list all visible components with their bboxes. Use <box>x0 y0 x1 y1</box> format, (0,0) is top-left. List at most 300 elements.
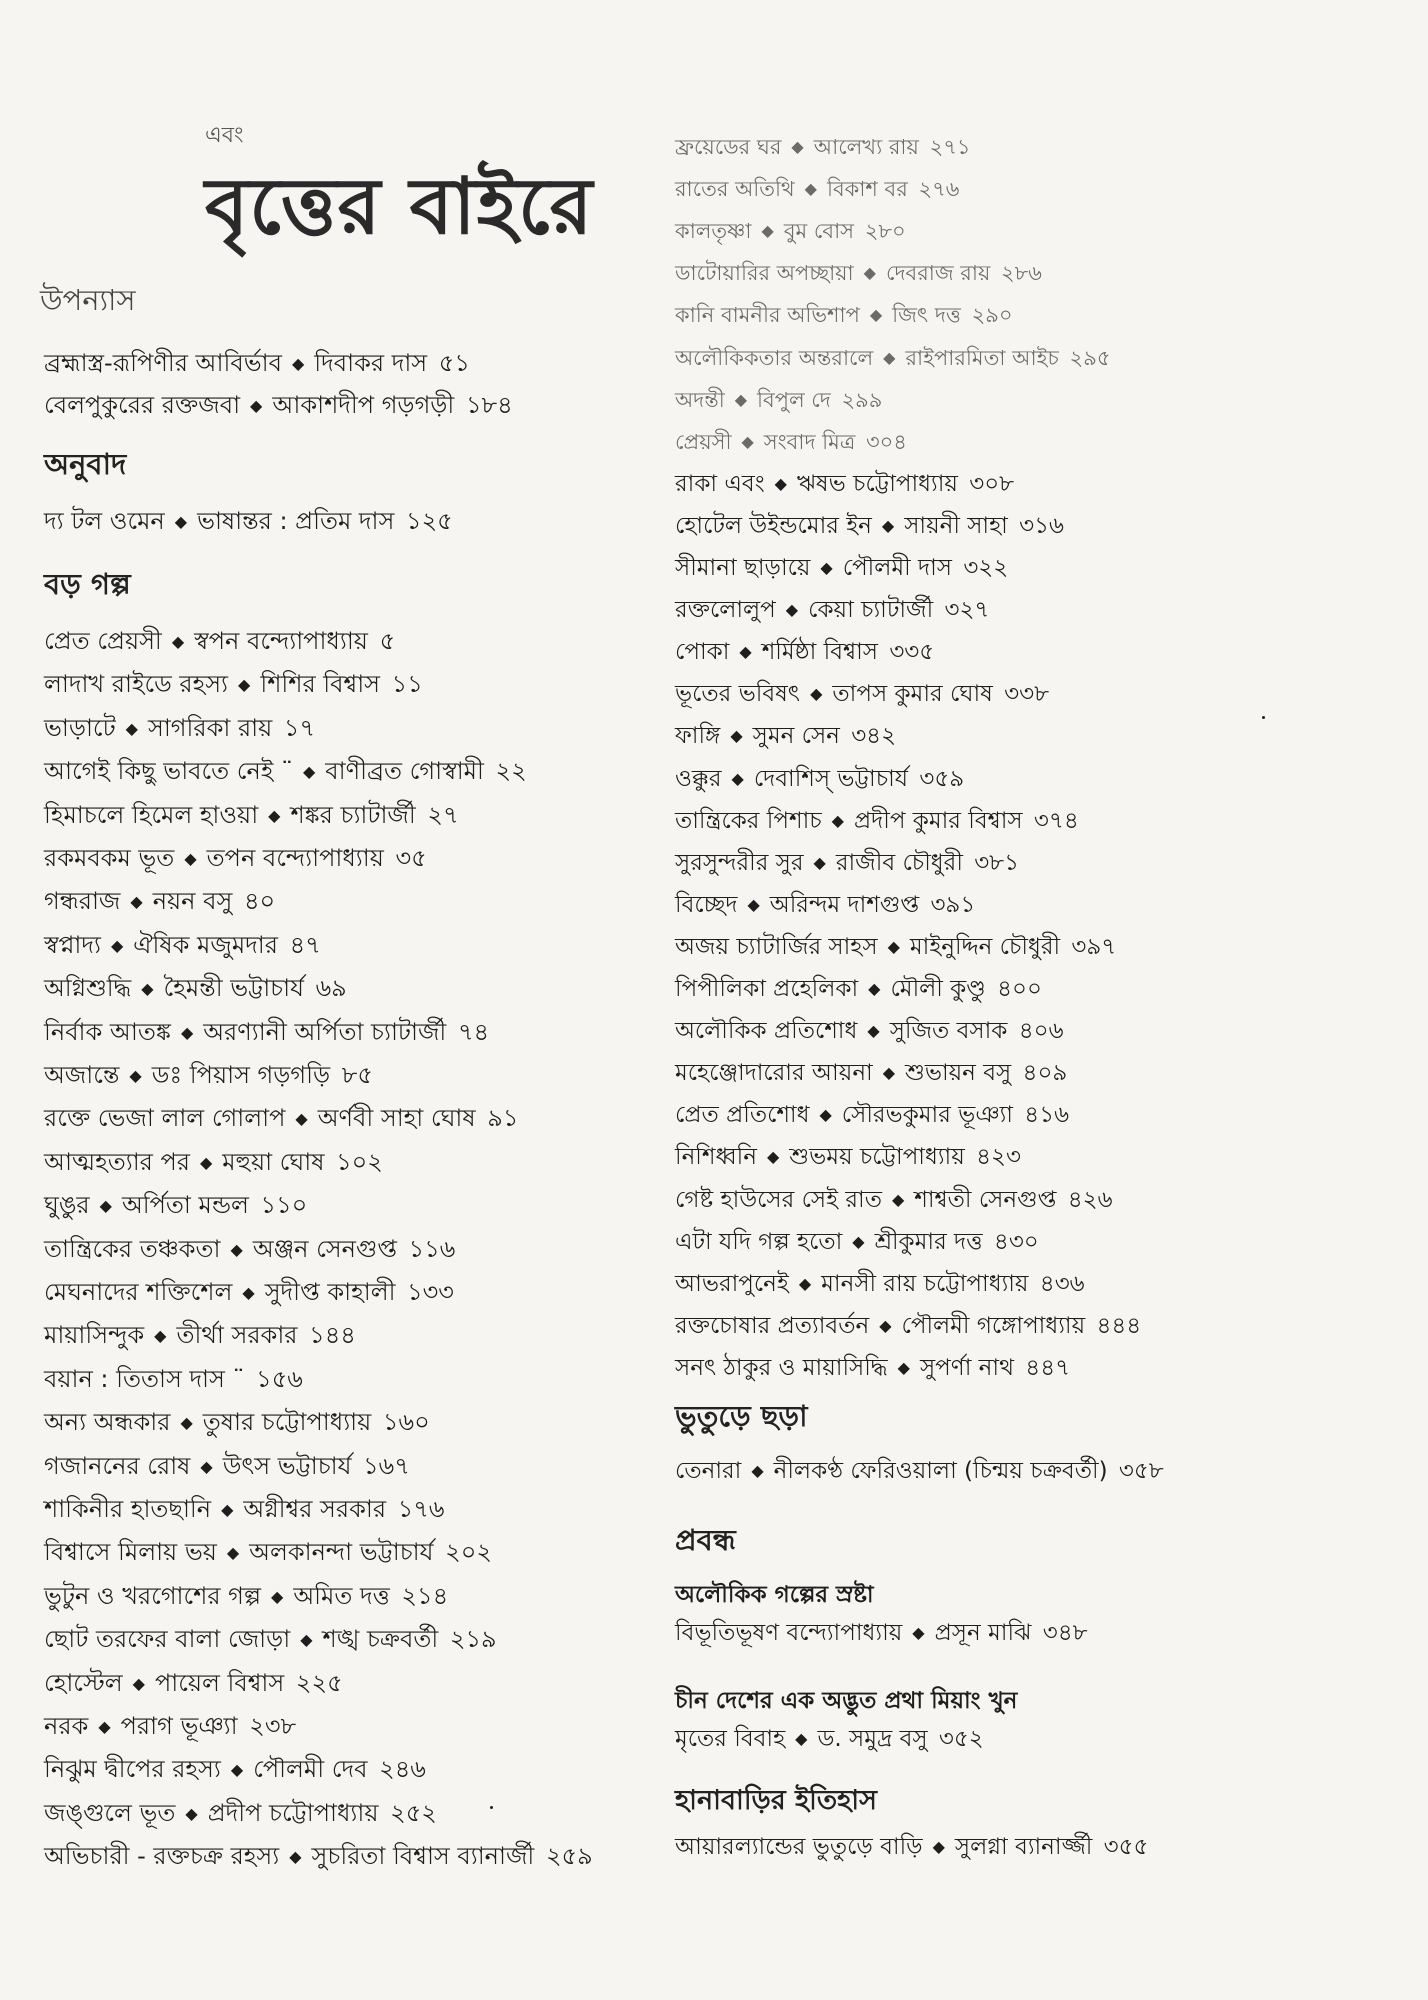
diamond-icon: ◆ <box>810 684 823 704</box>
heading-chhora: ভুতুড়ে ছড়া <box>675 1399 808 1433</box>
diamond-icon: ◆ <box>795 1729 808 1748</box>
entry-page: ৩৫ <box>395 844 427 872</box>
list-item <box>44 1624 497 1655</box>
entry-page: ২২ <box>495 757 527 786</box>
entry-page: ৩৩৮ <box>1004 681 1049 708</box>
diamond-icon: ◆ <box>868 979 881 998</box>
entry-title: আয়ারল্যান্ডের ভুতুড়ে বাড়ি <box>675 1834 923 1860</box>
diamond-icon: ◆ <box>734 389 748 409</box>
entry-title: গন্ধরাজ <box>44 887 121 916</box>
entry-author: মৌলী কুণ্ডু <box>890 976 986 1002</box>
entry-title: ঘুঙুর <box>44 1191 90 1220</box>
list-item <box>44 1711 296 1742</box>
list-item <box>675 300 1013 330</box>
diamond-icon: ◆ <box>852 1231 865 1251</box>
entry-author: অলকানন্দা ভট্টাচার্য <box>249 1538 434 1567</box>
entry-page: ১০২ <box>336 1147 383 1176</box>
entry-title: কানি বামনীর অভিশাপ <box>675 303 860 328</box>
entry-title: বেলপুকুরের রক্তজবা <box>44 391 241 419</box>
entry-author: শিশির বিশ্বাস <box>260 670 381 699</box>
diamond-icon: ◆ <box>99 1196 112 1216</box>
list-item <box>44 348 470 379</box>
entry-title: নিশিধ্বনি <box>675 1144 757 1171</box>
entry-page: ১৮৪ <box>465 391 513 419</box>
entry-author: ঐষিক মজুমদার <box>133 930 278 959</box>
list-item <box>675 1227 1039 1257</box>
list-item <box>44 1754 426 1785</box>
diamond-icon: ◆ <box>882 1063 896 1083</box>
entry-title: ডাটোয়ারির অপচ্ছায়া <box>675 261 854 286</box>
list-item <box>44 1668 343 1699</box>
entry-page: ১৩৩ <box>407 1278 454 1306</box>
diamond-icon: ◆ <box>230 1760 244 1780</box>
diamond-icon: ◆ <box>180 1022 194 1042</box>
entry-title: ছোট তরফের বালা জোড়া <box>44 1625 291 1654</box>
entry-author: অর্ণবী সাহা ঘোষ <box>317 1104 476 1133</box>
diamond-icon: ◆ <box>897 1357 910 1377</box>
diamond-icon: ◆ <box>129 1066 142 1085</box>
list-item <box>675 1142 1021 1172</box>
diamond-icon: ◆ <box>731 768 744 788</box>
entry-author: আকাশদীপ গড়গড়ী <box>272 391 455 419</box>
diamond-icon: ◆ <box>912 1623 925 1642</box>
list-item <box>44 1798 437 1829</box>
entry-author: ঋষভ চট্টোপাধ্যায় <box>796 470 958 497</box>
entry-title: হোটেল উইন্ডমোর ইন <box>675 512 872 539</box>
list-item <box>44 626 395 657</box>
entry-page: ২৫২ <box>390 1798 437 1827</box>
entry-title: রক্তচোষার প্রত্যাবর্তন <box>675 1312 870 1339</box>
list-item <box>675 806 1079 836</box>
entry-title: ফাঙ্গি <box>675 723 721 750</box>
entry-title: কালতৃষ্ণা <box>675 219 752 244</box>
essay-headline: হানাবাড়ির ইতিহাস <box>675 1785 877 1816</box>
list-item <box>675 890 975 920</box>
entry-title: ব্রহ্মাস্ত্র-রূপিণীর আবির্ভাব <box>44 349 282 377</box>
entry-author: দেবাশিস্ ভট্টাচার্য <box>753 765 909 792</box>
entry-author: মহুয়া ঘোষ <box>222 1147 325 1176</box>
speck <box>1262 716 1265 719</box>
entry-page: ১৬৭ <box>363 1451 410 1480</box>
heading-anubad: অনুবাদ <box>44 447 127 481</box>
list-item <box>44 1060 373 1091</box>
entry-page: ৫ <box>379 627 396 655</box>
entry-page: ৩৯১ <box>930 891 976 918</box>
entry-page: ৩৫৫ <box>1103 1834 1149 1860</box>
diamond-icon: ◆ <box>879 1315 892 1335</box>
entry-page: ৩৮১ <box>974 849 1020 876</box>
list-item <box>675 679 1049 709</box>
diamond-icon: ◆ <box>887 936 900 956</box>
entry-title: অগ্নিশুদ্ধি <box>44 974 132 1003</box>
diamond-icon: ◆ <box>98 1717 111 1736</box>
diamond-icon: ◆ <box>221 1500 234 1519</box>
list-item <box>675 343 1110 373</box>
speck <box>490 1806 493 1809</box>
list-item <box>675 385 882 415</box>
entry-title: অভিচারী - রক্তচক্র রহস্য <box>44 1842 280 1871</box>
entry-author: বিকাশ বর <box>826 177 908 202</box>
list-item <box>675 553 1008 583</box>
entry-author: রাজীব চৌধুরী <box>835 849 963 876</box>
diamond-icon: ◆ <box>289 1847 302 1867</box>
diamond-icon: ◆ <box>739 642 752 662</box>
entry-title: অলৌকিকতার অন্তরালে <box>675 345 874 370</box>
entry-page: ৪১৬ <box>1024 1102 1070 1129</box>
diamond-icon: ◆ <box>242 1283 255 1302</box>
diamond-icon: ◆ <box>881 515 895 535</box>
diamond-icon: ◆ <box>130 892 143 912</box>
entry-title: ফ্রয়েডের ঘর <box>675 135 782 159</box>
entry-page: ৪৭ <box>289 930 321 959</box>
entry-author: কেয়া চ্যাটার্জী <box>808 597 934 624</box>
diamond-icon: ◆ <box>751 1461 764 1480</box>
entry-author: তাপস কুমার ঘোষ <box>832 681 993 708</box>
entry-title: অদন্তী <box>675 387 725 412</box>
entry-title: বিভূতিভূষণ বন্দ্যোপাধ্যায় <box>675 1620 903 1646</box>
list-item <box>675 174 959 204</box>
list-item <box>44 843 427 874</box>
entry-page: ১৫৬ <box>256 1364 303 1393</box>
list-item <box>44 1190 307 1221</box>
diamond-icon: ◆ <box>891 1189 905 1209</box>
list-item <box>675 1456 1164 1486</box>
entry-title: মৃতের বিবাহ <box>675 1726 786 1752</box>
diamond-icon: ◆ <box>863 263 876 283</box>
list-item <box>675 216 906 246</box>
list-item <box>44 1537 492 1568</box>
entry-page: ৪০৯ <box>1022 1060 1068 1087</box>
diamond-icon: ◆ <box>813 852 826 872</box>
heading-upanyas: উপন্যাস <box>40 283 136 317</box>
entry-page: ৩২৭ <box>944 597 990 624</box>
entry-page: ২১৯ <box>449 1625 497 1654</box>
entry-title: রক্তলোলুপ <box>675 597 776 624</box>
diamond-icon: ◆ <box>125 718 138 738</box>
diamond-icon: ◆ <box>932 1837 945 1856</box>
entry-page: ২৯০ <box>971 303 1013 328</box>
entry-author: সায়নী সাহা <box>904 512 1008 539</box>
entry-author: সৌরভকুমার ভূঞ্যা <box>841 1102 1013 1129</box>
entry-title: প্রেয়সী <box>675 429 732 454</box>
diamond-icon: ◆ <box>831 810 844 830</box>
entry-page: ৩০৮ <box>969 470 1015 497</box>
entry-author: তপন বন্দ্যোপাধ্যায় <box>206 844 384 872</box>
entry-author: শঙ্কর চ্যাটার্জী <box>290 800 416 829</box>
entry-title: সনৎ ঠাকুর ও মায়াসিদ্ধি <box>675 1354 888 1381</box>
entry-title: নরক <box>44 1712 89 1740</box>
entry-author: স্বপন বন্দ্যোপাধ্যায় <box>194 627 368 655</box>
entry-page: ২৯৫ <box>1069 345 1111 370</box>
entry-author: উৎস ভট্টাচার্য <box>222 1451 352 1480</box>
entry-title: তান্ত্রিকের তঞ্চকতা <box>44 1234 221 1263</box>
list-item <box>675 132 971 162</box>
diamond-icon: ◆ <box>785 600 799 620</box>
entry-author: বুম বোস <box>783 219 855 244</box>
list-item <box>675 1311 1141 1341</box>
diamond-icon: ◆ <box>174 512 188 531</box>
diamond-icon: ◆ <box>819 1105 832 1125</box>
entry-title: আত্মহত্যার পর <box>44 1147 190 1176</box>
list-item <box>44 390 513 421</box>
entry-title: রকমবকম ভূত <box>44 844 175 872</box>
entry-author: বাণীব্রত গোস্বামী <box>325 757 484 786</box>
entry-author: হৈমন্তী ভট্টাচার্য <box>163 974 304 1003</box>
diamond-icon: ◆ <box>132 1673 145 1693</box>
entry-title: মহেঞ্জোদারোর আয়না <box>675 1060 873 1087</box>
entry-title: এটা যদি গল্প হতো <box>675 1228 843 1255</box>
entry-title: লাদাখ রাইডে রহস্য <box>44 670 229 699</box>
entry-title: রাকা এবং <box>675 470 765 497</box>
entry-author: মানসী রায় চট্টোপাধ্যায় <box>821 1270 1029 1297</box>
diamond-icon: ◆ <box>791 137 804 156</box>
list-item <box>675 932 1116 962</box>
entry-author: অমিত দত্ত <box>293 1581 390 1610</box>
entry-title: প্রেত প্রেয়সী <box>44 627 162 655</box>
entry-author: পৌলমী দাস <box>842 555 953 581</box>
diamond-icon: ◆ <box>141 979 154 999</box>
list-item <box>44 1407 430 1438</box>
entry-title: প্রেত প্রতিশোধ <box>675 1102 810 1129</box>
list-item <box>675 469 1014 499</box>
entry-title: তান্ত্রিকের পিশাচ <box>675 807 822 834</box>
list-item <box>44 1017 489 1048</box>
list-item <box>44 669 423 700</box>
entry-title: জঙ্গুলে ভূত <box>44 1798 176 1827</box>
entry-page: ২১৪ <box>401 1581 449 1610</box>
entry-page: ২৩৮ <box>249 1712 297 1740</box>
list-item <box>44 973 347 1004</box>
list-item <box>44 800 459 831</box>
entry-page: ২০২ <box>445 1538 492 1567</box>
entry-title: হিমাচলে হিমেল হাওয়া <box>44 800 259 829</box>
entry-page: ১৪৪ <box>309 1321 356 1350</box>
entry-author: মাইনুদ্দিন চৌধুরী <box>909 933 1061 960</box>
entry-author: প্রদীপ কুমার বিশ্বাস <box>853 807 1023 834</box>
diamond-icon: ◆ <box>804 179 817 199</box>
entry-page: ৩৫৮ <box>1118 1458 1164 1484</box>
entry-page: ৪২৬ <box>1067 1186 1113 1213</box>
entry-page: ৪৩৬ <box>1039 1270 1085 1297</box>
entry-page: ৮৫ <box>341 1061 373 1089</box>
entry-title: নির্বাক আতঙ্ক <box>44 1017 171 1046</box>
list-item <box>44 1494 444 1525</box>
entry-page: ৩১৬ <box>1019 512 1065 539</box>
entry-title: বিশ্বাসে মিলায় ভয় <box>44 1538 217 1567</box>
list-item <box>44 1841 593 1872</box>
entry-title: অন্য অন্ধকার <box>44 1408 171 1437</box>
entry-title: ভাড়াটে <box>44 713 116 742</box>
diamond-icon: ◆ <box>184 849 197 868</box>
entry-page: ৪০০ <box>997 976 1042 1002</box>
entry-author: তুষার চট্টোপাধ্যায় <box>202 1408 372 1437</box>
list-item <box>675 721 896 751</box>
entry-author: অঞ্জন সেনগুপ্ত <box>252 1234 397 1263</box>
diamond-icon: ◆ <box>171 632 185 651</box>
entry-author: বিপুল দে <box>757 387 831 412</box>
entry-page: ২৭৬ <box>918 177 960 202</box>
list-item <box>675 1016 1064 1046</box>
entry-page: ৩৯৭ <box>1071 933 1117 960</box>
diamond-icon: ◆ <box>747 894 760 914</box>
entry-page: ৪২৩ <box>976 1144 1021 1171</box>
masthead <box>205 118 625 268</box>
entry-author: সুচরিতা বিশ্বাস ব্যানার্জী <box>311 1842 535 1871</box>
diamond-icon: ◆ <box>185 1803 198 1823</box>
entry-author: নয়ন বসু <box>152 887 233 916</box>
entry-title: রাতের অতিথি <box>675 177 795 202</box>
entry-author: অগ্নীশ্বর সরকার <box>243 1495 387 1523</box>
diamond-icon: ◆ <box>154 1326 167 1346</box>
entry-title: ভূতের ভবিষৎ <box>675 681 801 708</box>
entry-author: ড. সমুদ্র বসু <box>817 1726 928 1752</box>
entry-page: ৩৪৮ <box>1042 1620 1088 1646</box>
entry-author: তীর্থা সরকার <box>176 1321 298 1350</box>
entry-page: ১১০ <box>260 1191 308 1220</box>
entry-author: ভাষান্তর : প্রতিম দাস <box>197 507 395 535</box>
entry-author: শর্মিষ্ঠা বিশ্বাস <box>761 639 878 666</box>
entry-author: অরিন্দম দাশগুপ্ত <box>769 891 920 918</box>
entry-author: জিৎ দত্ত <box>892 303 961 328</box>
entry-page: ১৬০ <box>382 1408 430 1437</box>
entry-page: ৩৩৫ <box>889 639 935 666</box>
list-item <box>44 1320 356 1351</box>
list-item <box>675 637 934 667</box>
diamond-icon: ◆ <box>820 558 833 577</box>
entry-title: শাকিনীর হাতছানি <box>44 1495 212 1523</box>
entry-title: সুরসুন্দরীর সুর <box>675 849 804 876</box>
list-item <box>44 1277 454 1308</box>
entry-author: অরণ্যানী অর্পিতা চ্যাটার্জী <box>203 1017 447 1046</box>
diamond-icon: ◆ <box>302 762 316 782</box>
masthead-pre: এবং <box>205 123 244 148</box>
diamond-icon: ◆ <box>250 396 263 415</box>
entry-page: ২২৫ <box>295 1668 343 1697</box>
entry-page: ৩০৪ <box>865 429 907 454</box>
list-item <box>44 713 315 744</box>
entry-author: শাশ্বতী সেনগুপ্ত <box>914 1186 1057 1213</box>
diamond-icon: ◆ <box>730 726 743 746</box>
diamond-icon: ◆ <box>295 1109 308 1129</box>
entry-author: শ্রীকুমার দত্ত <box>874 1228 983 1255</box>
list-item <box>675 1724 984 1754</box>
entry-author: দিবাকর দাস <box>314 349 428 377</box>
diamond-icon: ◆ <box>300 1630 313 1650</box>
entry-page: ৪০ <box>243 887 276 916</box>
entry-title: দ্য টল ওমেন <box>44 507 165 535</box>
entry-page: ২৭১ <box>929 135 971 159</box>
entry-title: রক্তে ভেজা লাল গোলাপ <box>44 1104 286 1133</box>
entry-title: পোকা <box>675 639 730 666</box>
entry-title: পিপীলিকা প্রহেলিকা <box>675 976 859 1002</box>
entry-page: ৯১ <box>487 1104 519 1133</box>
entry-author: সাগরিকা রায় <box>147 713 273 742</box>
entry-page: ৭৪ <box>457 1017 490 1046</box>
diamond-icon: ◆ <box>741 431 754 451</box>
entry-author: অর্পিতা মন্ডল <box>121 1191 249 1220</box>
entry-title: বিচ্ছেদ <box>675 891 738 918</box>
entry-page: ২৫৯ <box>545 1842 593 1871</box>
essay-headline: চীন দেশের এক অদ্ভুত প্রথা মিয়াং খুন <box>675 1688 1018 1714</box>
list-item <box>675 1100 1069 1130</box>
entry-page: ৩২২ <box>963 555 1009 581</box>
list-item <box>44 930 321 961</box>
list-item <box>44 1451 410 1482</box>
entry-author: সুজিত বসাক <box>889 1018 1008 1045</box>
heading-probondho: প্রবন্ধ <box>675 1523 736 1557</box>
entry-title: আগেই কিছু ভাবতে নেই ¨ <box>44 757 293 786</box>
diamond-icon: ◆ <box>238 675 251 695</box>
entry-page: ৩৭৪ <box>1033 807 1079 834</box>
entry-author: সুদীপ্ত কাহালী <box>264 1278 396 1306</box>
essay-headline: অলৌকিক গল্পের স্রষ্টা <box>675 1582 874 1608</box>
diamond-icon: ◆ <box>798 1273 812 1293</box>
diamond-icon: ◆ <box>766 1147 780 1167</box>
entry-author: রাইপারমিতা আইচ <box>905 345 1059 370</box>
entry-page: ৪০৬ <box>1018 1018 1064 1045</box>
diamond-icon: ◆ <box>271 1586 284 1606</box>
entry-author: প্রদীপ চট্টোপাধ্যায় <box>207 1798 379 1827</box>
list-item <box>44 886 275 917</box>
diamond-icon: ◆ <box>867 1021 880 1041</box>
entry-title: অজান্তে <box>44 1061 120 1089</box>
diamond-icon: ◆ <box>230 1239 243 1259</box>
entry-author: পৌলমী গঙ্গোপাধ্যায় <box>901 1312 1086 1339</box>
diamond-icon: ◆ <box>268 805 281 825</box>
diamond-icon: ◆ <box>226 1543 240 1563</box>
masthead-title: বৃত্তের বাইরে <box>205 161 594 252</box>
entry-author: শুভায়ন বসু <box>905 1060 1012 1087</box>
list-item <box>675 427 907 457</box>
list-item <box>44 1364 303 1394</box>
list-item <box>44 1103 518 1134</box>
list-item <box>675 1269 1085 1299</box>
list-item <box>44 1581 448 1612</box>
list-item <box>675 258 1042 288</box>
entry-page: ১৭ <box>283 713 316 742</box>
entry-title: আভরাপুনেই <box>675 1270 789 1297</box>
diamond-icon: ◆ <box>761 221 774 241</box>
entry-page: ৪৩০ <box>993 1228 1039 1255</box>
entry-title: ওক্কুর <box>675 765 722 792</box>
list-item <box>675 974 1042 1004</box>
entry-author: পায়েল বিশ্বাস <box>154 1668 285 1697</box>
entry-page: ৪৪৭ <box>1025 1354 1071 1381</box>
diamond-icon: ◆ <box>199 1152 213 1172</box>
entry-author: আলেখ্য রায় <box>813 135 919 159</box>
list-item <box>675 848 1019 878</box>
list-item <box>44 1234 455 1265</box>
entry-title: ভুটুন ও খরগোশের গল্প <box>44 1581 262 1610</box>
list-item <box>675 595 989 625</box>
entry-page: ২৮০ <box>864 219 906 244</box>
entry-title: মেঘনাদের শক্তিশেল <box>44 1278 233 1306</box>
list-item <box>675 1185 1113 1215</box>
diamond-icon: ◆ <box>883 347 896 367</box>
entry-title: অজয় চ্যাটার্জির সাহস <box>675 933 878 960</box>
entry-author: ডঃ পিয়াস গড়গড়ি <box>151 1061 331 1089</box>
list-item <box>675 1058 1067 1088</box>
entry-title: বয়ান : তিতাস দাস ¨ <box>44 1364 245 1393</box>
list-item <box>44 1147 383 1178</box>
entry-author: পৌলমী দেব <box>253 1755 368 1784</box>
entry-page: ১৭৬ <box>397 1495 445 1523</box>
entry-page: ৪৪৪ <box>1096 1312 1142 1339</box>
entry-title: গজাননের রোষ <box>44 1451 191 1480</box>
entry-title: নিঝুম দ্বীপের রহস্য <box>44 1755 221 1784</box>
entry-page: ৫১ <box>438 349 470 377</box>
entry-title: স্বপ্নাদ্য <box>44 930 101 959</box>
